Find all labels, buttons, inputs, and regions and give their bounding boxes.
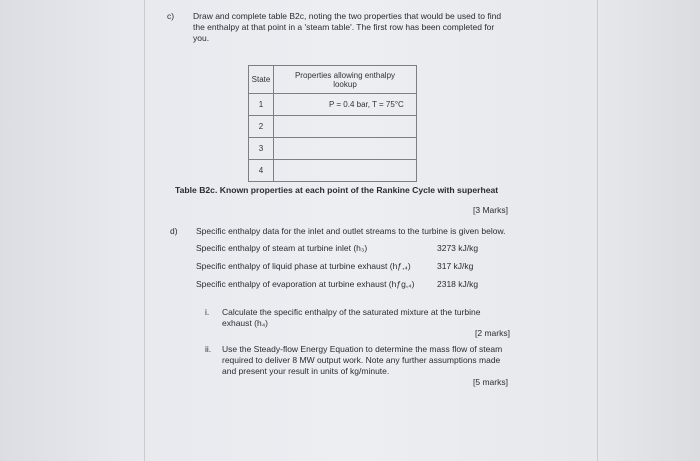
sub-ii-line2: required to deliver 8 MW output work. Note any further assumptions made [222,355,501,365]
properties-cell: P = 0.4 bar, T = 75°C [274,94,417,116]
header-state: State [249,66,274,94]
table-caption: Table B2c. Known properties at each point of the Rankine Cycle with superheat [175,185,499,195]
data-value-liquid: 317 kJ/kg [437,261,474,271]
sub-ii-numeral: ii. [205,344,212,354]
marks-c: [3 Marks] [473,205,508,215]
data-label-evaporation: Specific enthalpy of evaporation at turbine exhaust (hƒg,₄) [196,279,415,289]
table-row [249,94,417,116]
sub-i-line2: exhaust (h₄) [222,318,268,328]
sub-i-marks: [2 marks] [475,328,510,338]
data-label-inlet: Specific enthalpy of steam at turbine inlet (h₃) [196,243,368,253]
table-row [249,138,417,160]
properties-cell[interactable] [274,138,417,160]
properties-cell[interactable] [274,160,417,182]
properties-cell[interactable] [274,116,417,138]
part-c-label: c) [167,11,175,21]
part-c-text-line3: you. [193,33,210,43]
data-value-inlet: 3273 kJ/kg [437,243,479,253]
state-cell: 3 [249,138,274,160]
page-edge-left [144,0,145,461]
part-d-intro: Specific enthalpy data for the inlet and outlet streams to the turbine is given below. [196,226,506,236]
sub-i-numeral: i. [205,307,210,317]
state-cell: 1 [249,94,274,116]
sub-ii-line1: Use the Steady-flow Energy Equation to determine the mass flow of steam [222,344,503,354]
sub-i-line1: Calculate the specific enthalpy of the saturated mixture at the turbine [222,307,481,317]
header-properties [274,66,417,94]
enthalpy-properties-table [248,65,417,182]
header-properties-line1: Properties allowing enthalpy [294,70,396,80]
part-c-text-line2: the enthalpy at that point in a 'steam table'. The first row has been completed for [193,22,495,32]
header-properties-line2: lookup [333,79,357,89]
state-cell: 2 [249,116,274,138]
sub-ii-marks: [5 marks] [473,377,508,387]
part-c-text-line1: Draw and complete table B2c, noting the two properties that would be used to find [193,11,502,21]
table-row [249,160,417,182]
sub-ii-line3: and present your result in units of kg/minute. [222,366,390,376]
part-d-label: d) [170,226,178,236]
table-header-row [249,66,417,94]
table-row [249,116,417,138]
data-label-liquid: Specific enthalpy of liquid phase at turbine exhaust (hƒ,₄) [196,261,411,271]
state-cell: 4 [249,160,274,182]
data-value-evaporation: 2318 kJ/kg [437,279,479,289]
page-edge-right [597,0,598,461]
